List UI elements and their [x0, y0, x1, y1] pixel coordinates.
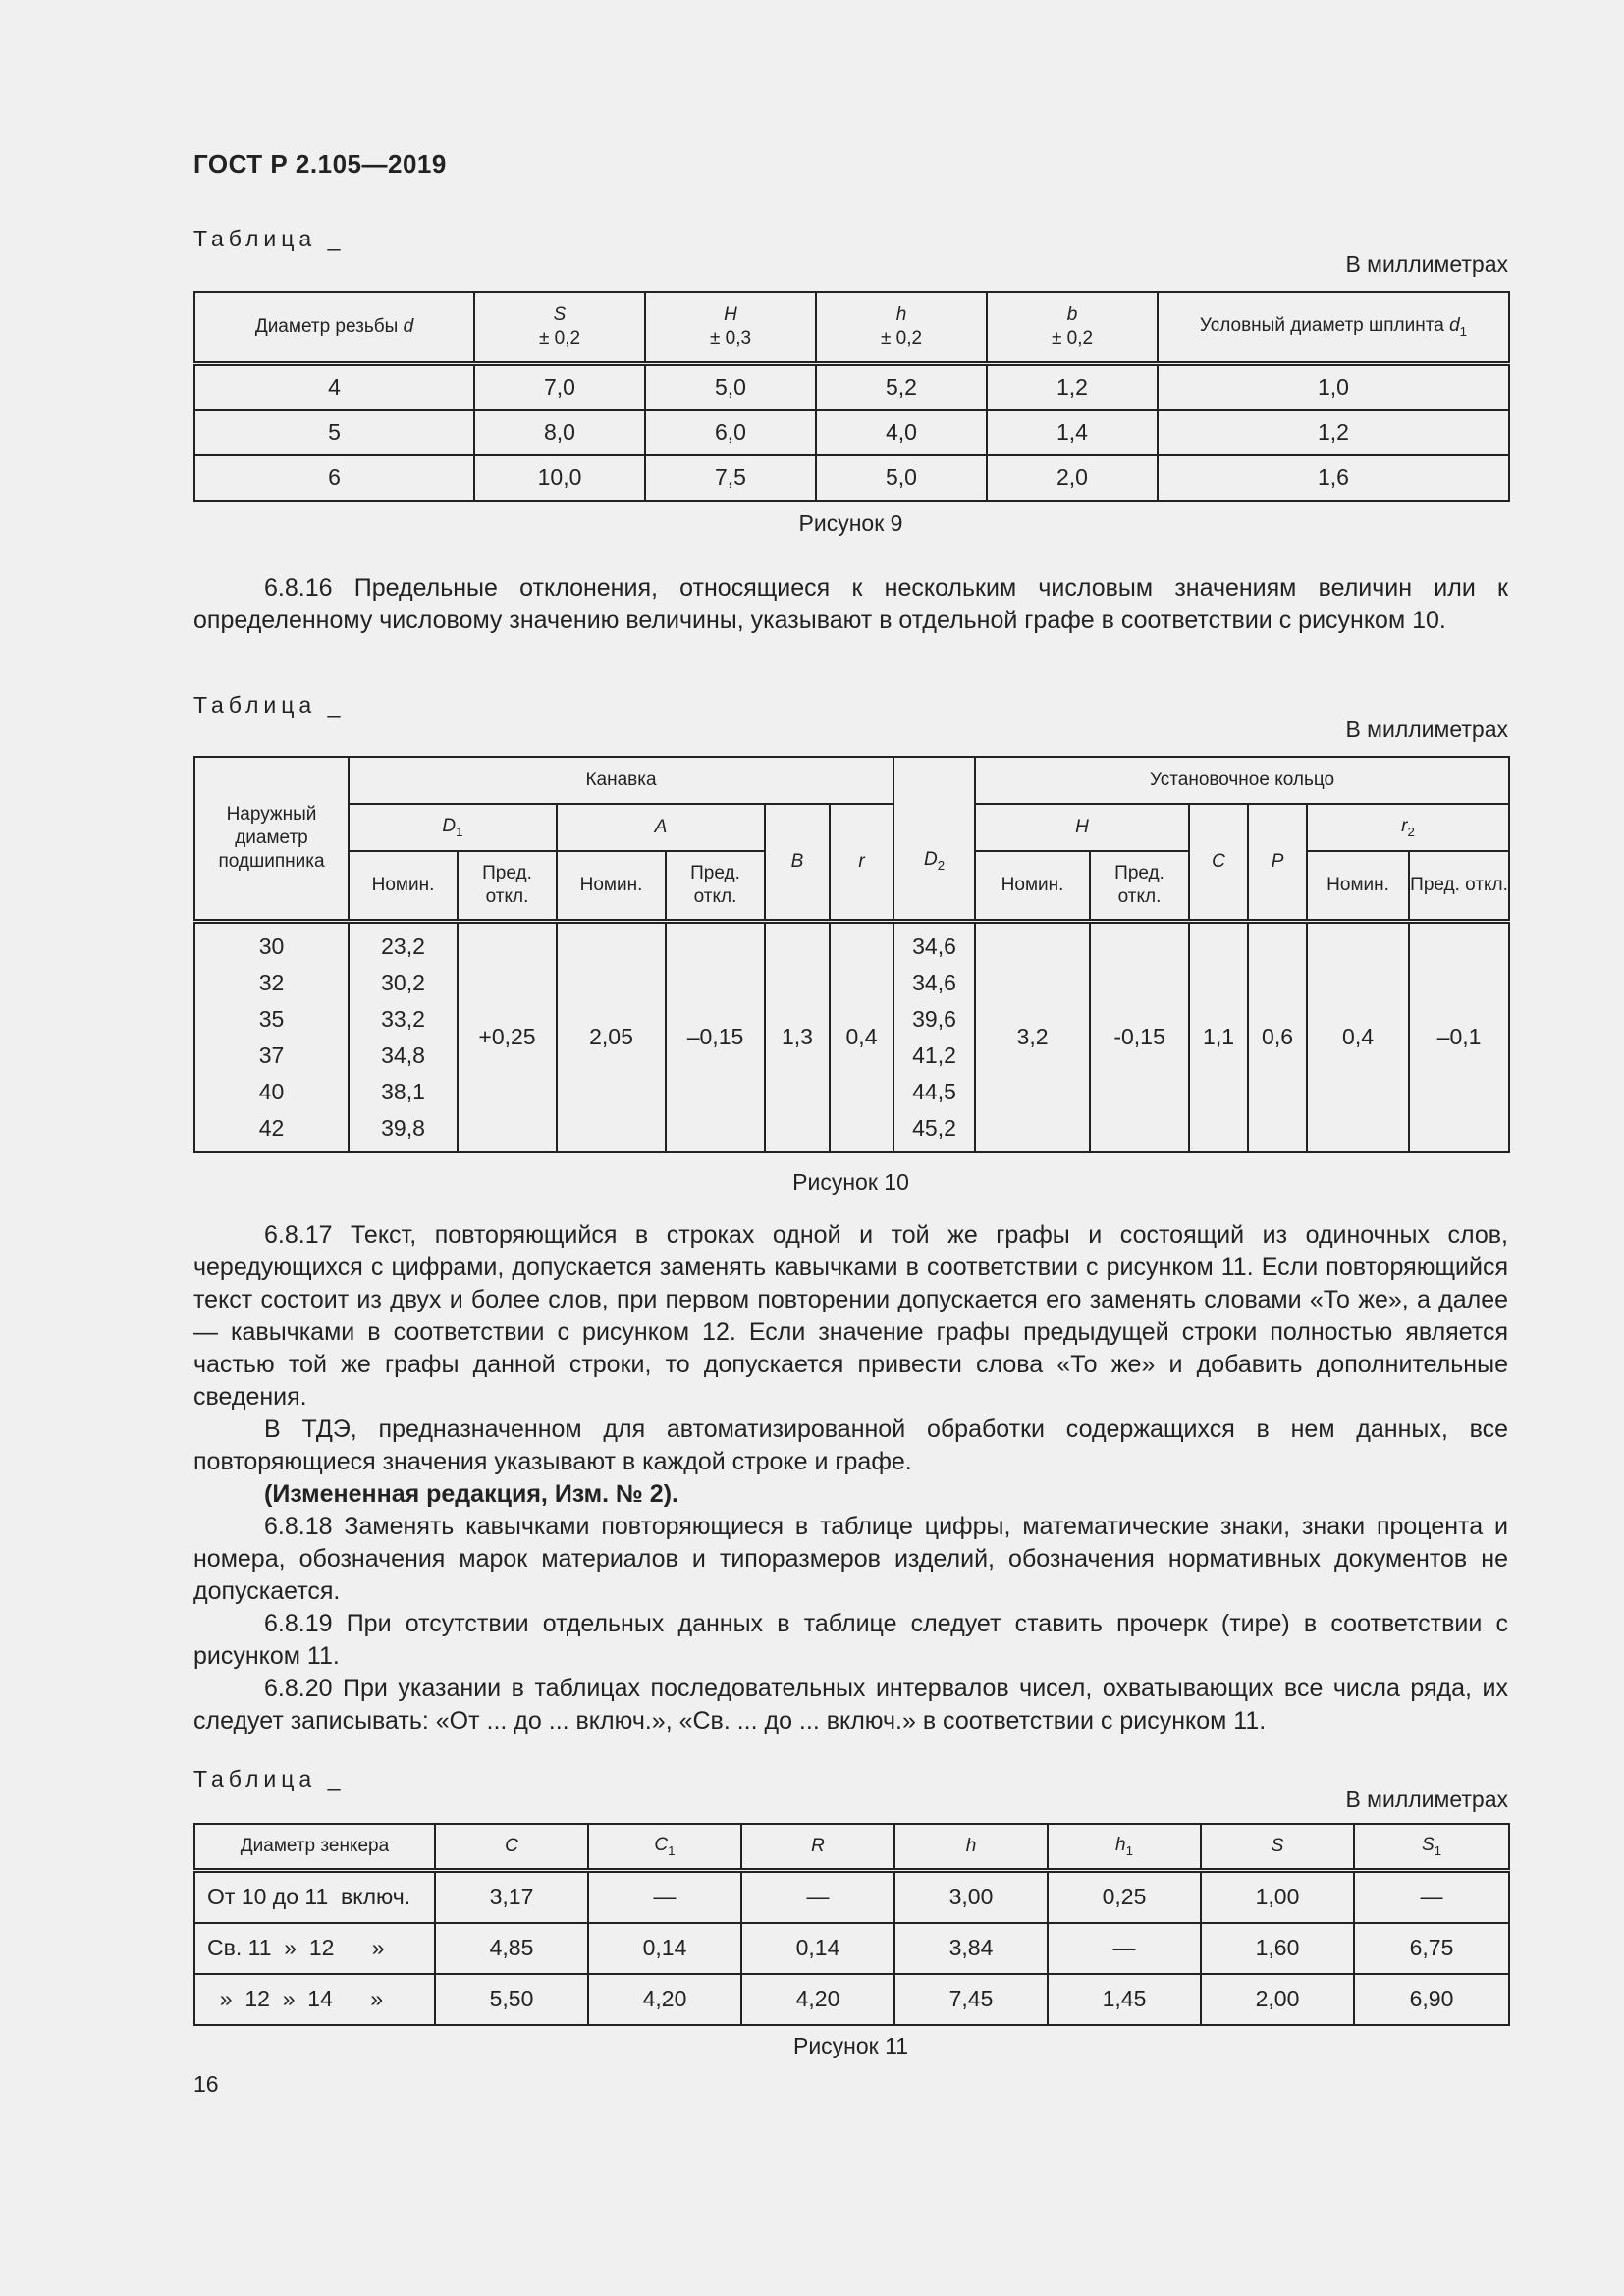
table-row: [194, 364, 1509, 411]
cell: 1,00: [1201, 1871, 1354, 1924]
header-nom: Номин.: [349, 851, 458, 922]
document-header: ГОСТ Р 2.105—2019: [193, 149, 447, 179]
A-nom: 2,05: [557, 922, 666, 1153]
header-C: C: [435, 1824, 588, 1871]
header-outer-diameter: Наружный диаметр подшипника: [194, 757, 349, 922]
cell: 1,6: [1158, 455, 1509, 501]
D1-dev: +0,25: [458, 922, 557, 1153]
header-ring: Установочное кольцо: [975, 757, 1509, 804]
header-R: R: [741, 1824, 894, 1871]
header-B: B: [765, 804, 830, 922]
H-dev: -0,15: [1090, 922, 1189, 1153]
cell: —: [741, 1871, 894, 1924]
table-figure-10: [193, 756, 1510, 1153]
header-P: P: [1248, 804, 1307, 922]
header-thread-diameter: Диаметр резьбы d: [194, 292, 474, 364]
header-dev: Пред. откл.: [666, 851, 765, 922]
cell: 3,00: [894, 1871, 1048, 1924]
units-label: В миллиметрах: [1345, 251, 1508, 277]
header-nom: Номин.: [1307, 851, 1409, 922]
table-row: [194, 1871, 1509, 1924]
cell: Св. 11 » 12 »: [194, 1923, 435, 1974]
cell: 10,0: [474, 455, 645, 501]
header-countersink-diameter: Диаметр зенкера: [194, 1824, 435, 1871]
header-dev: Пред. откл.: [458, 851, 557, 922]
paragraph-tde: В ТДЭ, предназначенном для автоматизированной обработки содержащихся в нем данных, все повторяющиеся значения указывают в каждой строке и графе.: [193, 1415, 1508, 1475]
cell: 7,0: [474, 364, 645, 411]
cell: 4,0: [816, 410, 987, 455]
P-value: 0,6: [1248, 922, 1307, 1153]
cell: 4,20: [741, 1974, 894, 2025]
main-text: [193, 1219, 1508, 1737]
cell: 0,25: [1048, 1871, 1201, 1924]
paragraph-6-8-16: 6.8.16 Предельные отклонения, относящиеся к нескольким числовым значениям величин или к определенному числовому значению величины, указывают в отдельной графе в соответствии с рисунком 10.: [193, 574, 1508, 634]
table-label: Таблица _: [193, 226, 346, 251]
cell: 2,0: [987, 455, 1158, 501]
D1-values: 23,2 30,2 33,2 34,8 38,1 39,8: [349, 922, 458, 1153]
cell: 6: [194, 455, 474, 501]
header-A: A: [557, 804, 765, 851]
table-row: [194, 455, 1509, 501]
table-figure-9: [193, 291, 1510, 502]
cell: 4,20: [588, 1974, 741, 2025]
cell: 4,85: [435, 1923, 588, 1974]
cell: 5,0: [816, 455, 987, 501]
cell: 5: [194, 410, 474, 455]
table-row: [194, 922, 1509, 1153]
header-dev: Пред. откл.: [1409, 851, 1509, 922]
cell: 2,00: [1201, 1974, 1354, 2025]
B-value: 1,3: [765, 922, 830, 1153]
cell: 1,2: [987, 364, 1158, 411]
header-h: h ± 0,2: [816, 292, 987, 364]
C-value: 1,1: [1189, 922, 1248, 1153]
header-h1: $h_1$: [1048, 1824, 1201, 1871]
cell: 7,45: [894, 1974, 1048, 2025]
header-S: S: [1201, 1824, 1354, 1871]
header-nom: Номин.: [975, 851, 1090, 922]
table-row: [194, 1923, 1509, 1974]
header-dev: Пред. откл.: [1090, 851, 1189, 922]
cell: 0,14: [741, 1923, 894, 1974]
header-b: b ± 0,2: [987, 292, 1158, 364]
header-D1: $D_1$: [349, 804, 557, 851]
paragraph-6-8-19: 6.8.19 При отсутствии отдельных данных в таблице следует ставить прочерк (тире) в соответствии с рисунком 11.: [193, 1610, 1508, 1670]
cell: 5,2: [816, 364, 987, 411]
table-row: [194, 1974, 1509, 2025]
table-figure-11: [193, 1823, 1510, 2026]
paragraph-6-8-18: 6.8.18 Заменять кавычками повторяющиеся в таблице цифры, математические знаки, знаки процента и номера, обозначения марок материалов и типоразмеров изделий, обозначения нормативных документов не допускается.: [193, 1513, 1508, 1605]
header-S: S ± 0,2: [474, 292, 645, 364]
cell: От 10 до 11 включ.: [194, 1871, 435, 1924]
cell: 7,5: [645, 455, 816, 501]
cell: 0,14: [588, 1923, 741, 1974]
cell: 1,2: [1158, 410, 1509, 455]
paragraph-6-8-17: 6.8.17 Текст, повторяющийся в строках одной и той же графы и состоящий из одиночных слов, чередующихся с цифрами, допускается заменять кавычками в соответствии с рисунком 11. Если повторяющийся текст состоит из двух и более слов, при первом повторении допускается его заменять словами «То же», а далее — кавычками в соответствии с рисунком 12. Если значение графы предыдущей строки полностью является частью той же графы данной строки, то допускается привести слова «То же» и добавить дополнительные сведения.: [193, 1221, 1508, 1411]
cell: 1,45: [1048, 1974, 1201, 2025]
cell: —: [1354, 1871, 1509, 1924]
cell: 5,50: [435, 1974, 588, 2025]
cell: 4: [194, 364, 474, 411]
header-C1: $C_1$: [588, 1824, 741, 1871]
cell: 6,0: [645, 410, 816, 455]
cell: 1,4: [987, 410, 1158, 455]
paragraph-6-8-20: 6.8.20 При указании в таблицах последовательных интервалов чисел, охватывающих все числа ряда, их следует записывать: «От ... до ... включ.», «Св. ... до ... включ.» в соответствии с рисунком 11.: [193, 1675, 1508, 1735]
cell: —: [1048, 1923, 1201, 1974]
cell: 5,0: [645, 364, 816, 411]
cell: 3,17: [435, 1871, 588, 1924]
cell: —: [588, 1871, 741, 1924]
table-label: Таблица _: [193, 692, 346, 718]
header-S1: $S_1$: [1354, 1824, 1509, 1871]
r2-nom: 0,4: [1307, 922, 1409, 1153]
header-nom: Номин.: [557, 851, 666, 922]
header-C: C: [1189, 804, 1248, 922]
cell: 3,84: [894, 1923, 1048, 1974]
D2-values: 34,6 34,6 39,6 41,2 44,5 45,2: [893, 922, 975, 1153]
header-r2: $r_2$: [1307, 804, 1509, 851]
amendment-note: (Измененная редакция, Изм. № 2).: [264, 1480, 678, 1508]
header-groove: Канавка: [349, 757, 893, 804]
cell: 1,60: [1201, 1923, 1354, 1974]
r-value: 0,4: [830, 922, 893, 1153]
outer-diameter-values: 30 32 35 37 40 42: [194, 922, 349, 1153]
cell: » 12 » 14 »: [194, 1974, 435, 2025]
H-nom: 3,2: [975, 922, 1090, 1153]
header-H: H: [975, 804, 1189, 851]
header-cotter-diameter: Условный диаметр шплинта $d_1$: [1158, 292, 1509, 364]
r2-dev: –0,1: [1409, 922, 1509, 1153]
header-h: h: [894, 1824, 1048, 1871]
figure-caption: Рисунок 10: [792, 1169, 909, 1195]
A-dev: –0,15: [666, 922, 765, 1153]
cell: 1,0: [1158, 364, 1509, 411]
header-D2: $D_2$: [893, 804, 975, 922]
header-blank: [893, 757, 975, 804]
cell: 6,90: [1354, 1974, 1509, 2025]
figure-caption: Рисунок 11: [792, 2033, 908, 2058]
table-label: Таблица _: [193, 1766, 346, 1791]
page-number: 16: [193, 2071, 219, 2097]
header-r: r: [830, 804, 893, 922]
table-row: [194, 410, 1509, 455]
cell: 8,0: [474, 410, 645, 455]
units-label: В миллиметрах: [1345, 717, 1508, 742]
cell: 6,75: [1354, 1923, 1509, 1974]
units-label: В миллиметрах: [1345, 1787, 1508, 1812]
figure-caption: Рисунок 9: [798, 510, 903, 536]
header-H: H ± 0,3: [645, 292, 816, 364]
